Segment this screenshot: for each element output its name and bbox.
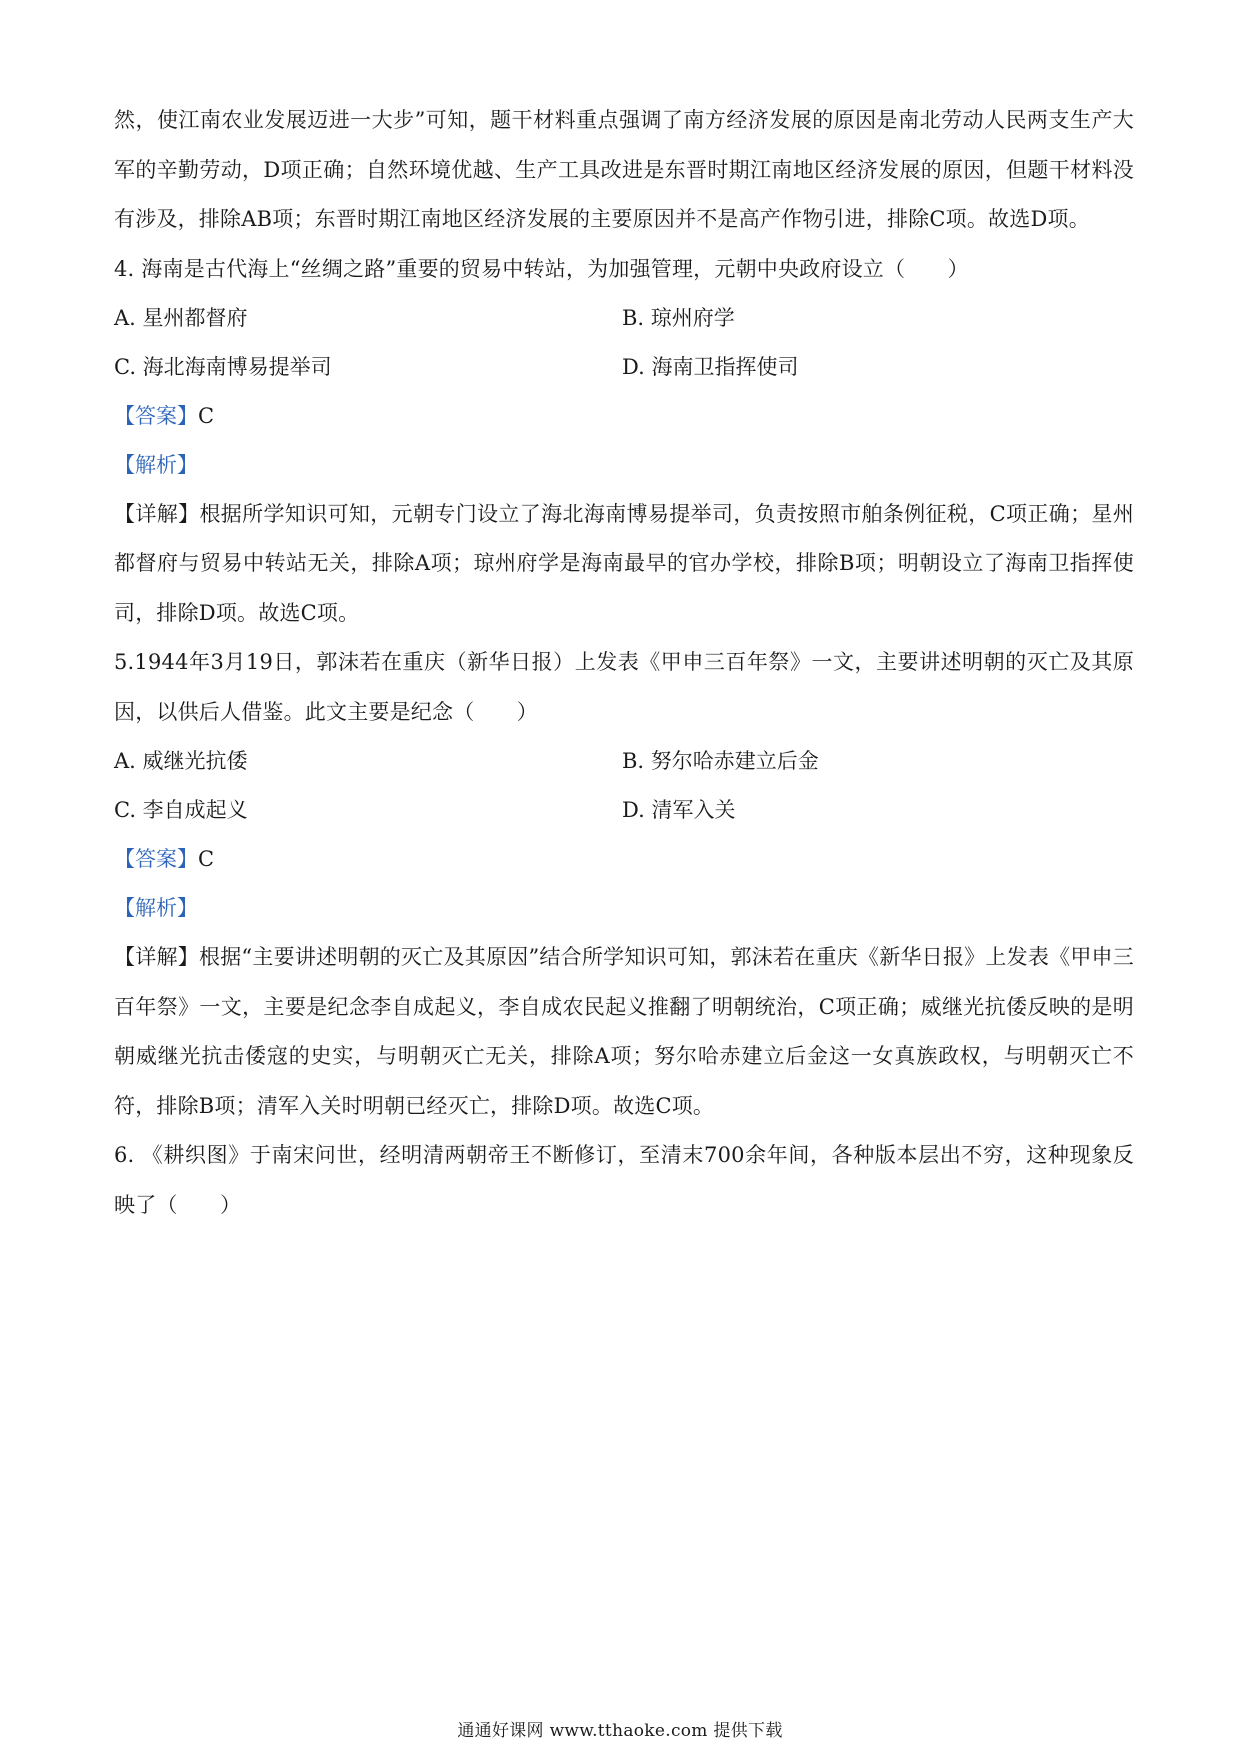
footer-source: 通通好课网 www.tthaoke.com 提供下载 [457,1721,783,1741]
question-5-analysis [114,884,1134,933]
detail-tag: 【详解】 [114,501,200,526]
answer-tag: 【答案】 [114,403,198,428]
question-5-detail [114,933,1134,1131]
detail-tag: 【详解】 [114,945,199,969]
question-4-answer [114,392,1134,441]
question-5-stem: 5.1944年3月19日，郭沫若在重庆（新华日报）上发表《甲申三百年祭》一文，主要讲述明朝的灭亡及其原因，以供后人借鉴。此文主要是纪念（ ） [114,650,1134,724]
analysis-tag: 【解析】 [114,452,198,477]
question-4-analysis [114,441,1134,490]
question-5-option-c: C. 李自成起义 [114,798,248,822]
answer-value: C [198,403,215,428]
question-5-answer [114,835,1134,884]
question-4-detail [114,490,1134,639]
question-5-option-a: A. 威继光抗倭 [114,749,248,773]
detail-text: 根据“主要讲述明朝的灭亡及其原因”结合所学知识可知，郭沫若在重庆《新华日报》上发表《甲申三百年祭》一文，主要是纪念李自成起义，李自成农民起义推翻了明朝统治，C项正确；威继光抗倭反映的是明朝威继光抗击倭寇的史实，与明朝灭亡无关，排除A项；努尔哈赤建立后金这一女真族政权，与明朝灭亡不符，排除B项；清军入关时明朝已经灭亡，排除D项。故选C项。 [114,945,1134,1118]
question-4-option-c: C. 海北海南博易提举司 [114,354,332,379]
answer-tag: 【答案】 [114,847,198,871]
question-5-options [114,737,1134,835]
previous-answer-continuation: 然，使江南农业发展迈进一大步”可知，题干材料重点强调了南方经济发展的原因是南北劳动人民两支生产大军的辛勤劳动，D项正确；自然环境优越、生产工具改进是东晋时期江南地区经济发展的原因，但题干材料没有涉及，排除AB项；东晋时期江南地区经济发展的主要原因并不是高产作物引进，排除C项。故选D项。 [114,108,1134,231]
detail-text: 根据所学知识可知，元朝专门设立了海北海南博易提举司，负责按照市舶条例征税，C项正确；星州都督府与贸易中转站无关，排除A项；琼州府学是海南最早的官办学校，排除B项；明朝设立了海南卫指挥使司，排除D项。故选C项。 [114,501,1134,625]
answer-value: C [198,847,215,871]
question-6-stem: 6. 《耕织图》于南宋问世，经明清两朝帝王不断修订，至清末700余年间，各种版本层出不穷，这种现象反映了（ ） [114,1143,1134,1217]
question-4-option-b: B. 琼州府学 [622,305,735,330]
question-4-option-d: D. 海南卫指挥使司 [622,354,799,379]
document-page [114,96,1134,1230]
analysis-tag: 【解析】 [114,896,198,920]
question-4-options [114,294,1134,392]
question-4-option-a: A. 星州都督府 [114,305,248,330]
question-4-stem: 4. 海南是古代海上“丝绸之路”重要的贸易中转站，为加强管理，元朝中央政府设立（ ） [114,256,969,281]
question-5-option-b: B. 努尔哈赤建立后金 [622,749,819,773]
question-5-option-d: D. 清军入关 [622,798,736,822]
